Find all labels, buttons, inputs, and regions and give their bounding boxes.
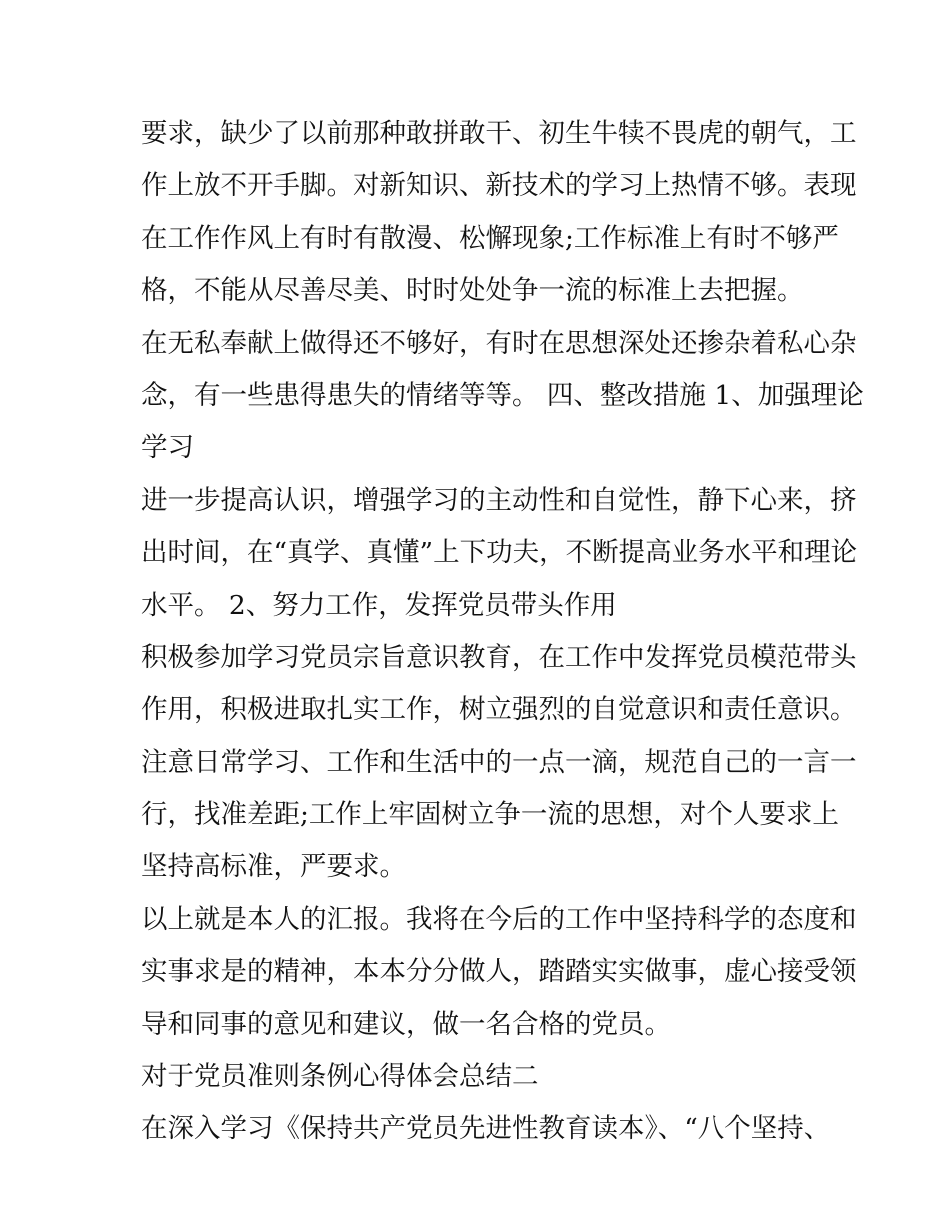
text-line: 作用，积极进取扎实工作，树立强烈的自觉意识和责任意识。	[141, 694, 857, 726]
text-line: 导和同事的意见和建议，做一名合格的党员。	[141, 1008, 671, 1040]
document-body-text	[141, 108, 864, 1156]
text-line: 注意日常学习、工作和生活中的一点一滴，规范自己的一言一	[141, 746, 857, 778]
text-line: 格，不能从尽善尽美、时时处处争一流的标准上去把握。	[141, 275, 804, 307]
text-line: 进一步提高认识，增强学习的主动性和自觉性，静下心来，挤	[141, 484, 857, 516]
text-line: 念，有一些患得患失的情绪等等。 四、整改措施 1、加强理论	[141, 379, 864, 411]
text-line: 积极参加学习党员宗旨意识教育，在工作中发挥党员模范带头	[141, 641, 857, 673]
text-line: 以上就是本人的汇报。我将在今后的工作中坚持科学的态度和	[141, 903, 857, 935]
text-line: 在工作作风上有时有散漫、松懈现象;工作标准上有时不够严	[141, 222, 839, 254]
text-line: 坚持高标准，严要求。	[141, 851, 406, 883]
text-line: 学习	[141, 432, 194, 464]
text-line: 实事求是的精神，本本分分做人，踏踏实实做事，虚心接受领	[141, 956, 857, 988]
text-line: 出时间，在“真学、真懂”上下功夫，不断提高业务水平和理论	[141, 537, 858, 569]
text-line: 作上放不开手脚。对新知识、新技术的学习上热情不够。表现	[141, 170, 857, 202]
section-heading: 对于党员准则条例心得体会总结二	[141, 1061, 539, 1093]
text-line: 行，找准差距;工作上牢固树立争一流的思想，对个人要求上	[141, 799, 839, 831]
text-line: 要求，缺少了以前那种敢拼敢干、初生牛犊不畏虎的朝气，工	[141, 118, 857, 149]
text-line: 水平。 2、努力工作，发挥党员带头作用	[141, 589, 617, 621]
text-line: 在深入学习《保持共产党员先进性教育读本》、“八个坚持、	[141, 1113, 831, 1145]
text-line: 在无私奉献上做得还不够好，有时在思想深处还掺杂着私心杂	[141, 327, 857, 359]
